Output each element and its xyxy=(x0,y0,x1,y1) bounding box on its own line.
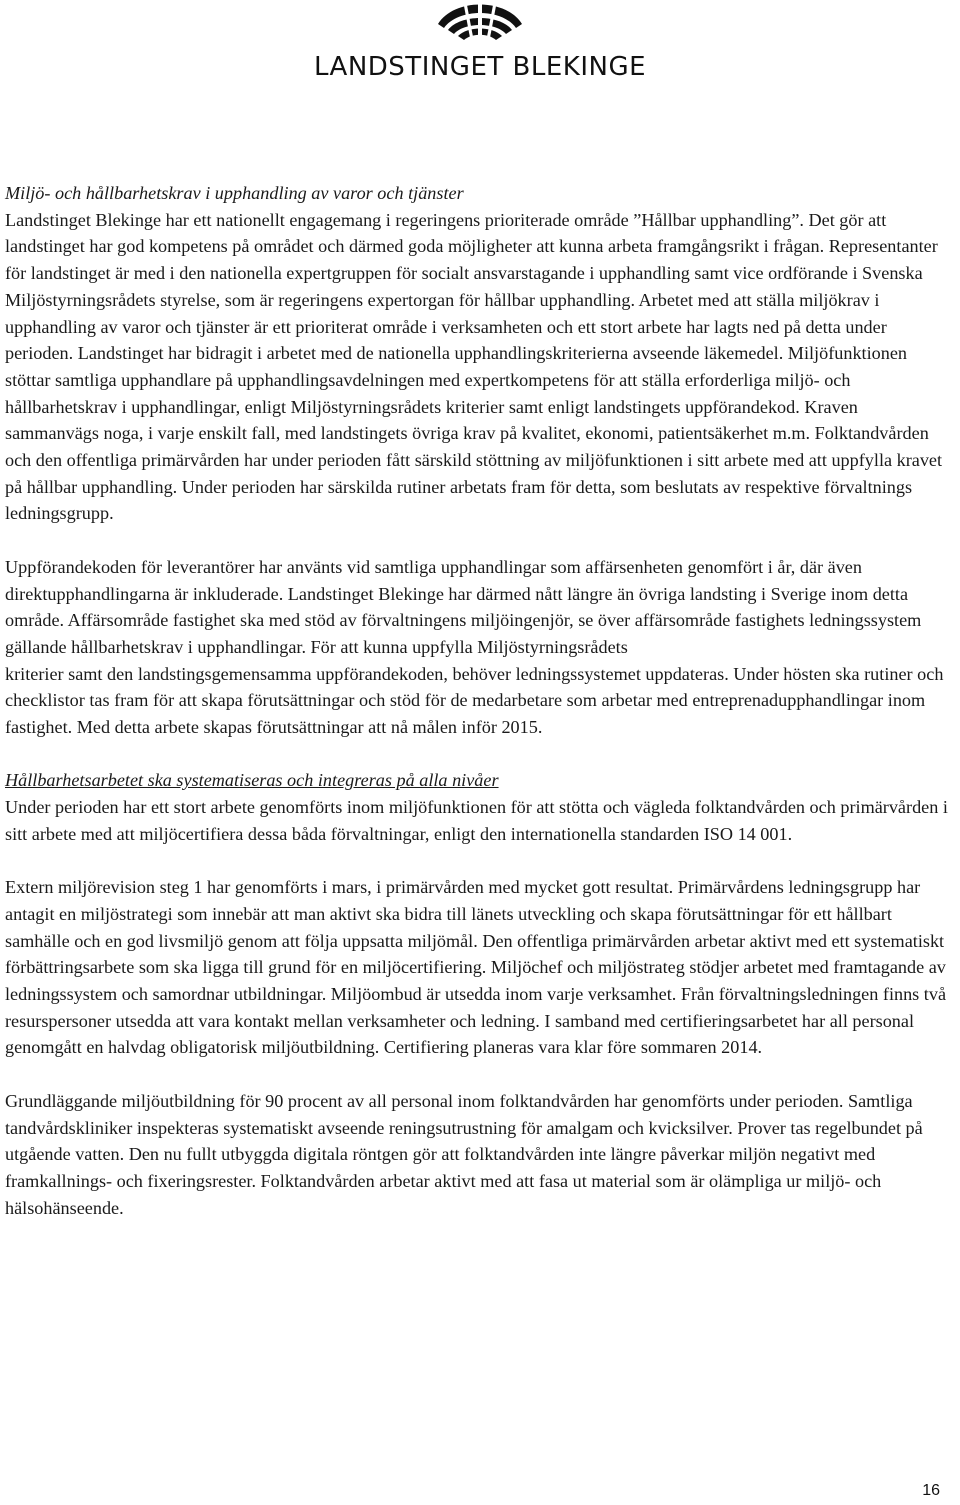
paragraph: kriterier samt den landstingsgemensamma uppförandekoden, behöver ledningssystemet uppdateras. Under hösten ska rutiner och checklistor tas fram för att skapa förutsättningar och stöd för de medarbetare som arbetar med entreprenadupphandlingar inom fastighet. Med detta arbete skapas förutsättningar att nå målen inför 2015. xyxy=(5,663,944,738)
logo xyxy=(310,0,650,85)
paragraph: Extern miljörevision steg 1 har genomförts i mars, i primärvården med mycket gott resultat. Primärvårdens ledningsgrupp har antagit en miljöstrategi som innebär att man aktivt ska bidra till länets utveckling och skapa förutsättningar för ett hållbart samhälle och en god livsmiljö genom att följa uppsatta miljömål. Den offentliga primärvården arbetar aktivt med ett systematiskt förbättringsarbete som ska ligga till grund för en miljöcertifiering. Miljöchef och miljöstrateg stödjer arbetet med framtagande av ledningssystem och samordnar utbildningar. Miljöombud är utsedda inom varje verksamhet. Från förvaltningsledningen finns två resurspersoner utsedda att vara kontakt mellan verksamheter och ledning. I samband med certifieringsarbetet har all personal genomgått en halvdag obligatorisk miljöutbildning. Certifiering planeras vara klar före sommaren 2014. xyxy=(5,877,947,1058)
page-number: 16 xyxy=(922,1482,940,1499)
paragraph: Under perioden har ett stort arbete genomförts inom miljöfunktionen för att stötta och vägleda folktandvården och primärvården i sitt arbete med att miljöcertifiera dessa båda förvaltningar, enligt den internationella standarden ISO 14 001. xyxy=(5,797,948,844)
paragraph: Grundläggande miljöutbildning för 90 procent av all personal inom folktandvården har genomförts under perioden. Samtliga tandvårdskliniker inspekteras systematiskt avseende reningsutrustning för amalgam och kvicksilver. Prover tas regelbundet på utgående vatten. Den nu fullt utbyggda digitala röntgen gör att folktandvården inte längre påverkar miljön negativt med framkallnings- och fixeringsrester. Folktandvården arbetar aktivt med att fasa ut material som är olämpliga ur miljö- och hälsohänseende. xyxy=(5,1090,923,1218)
section-heading: Hållbarhetsarbetet ska systematiseras och integreras på alla nivåer xyxy=(5,770,499,791)
section-heading: Miljö- och hållbarhetskrav i upphandling av varor och tjänster xyxy=(5,183,464,203)
crown-emblem-icon xyxy=(434,2,526,46)
paragraph: Uppförandekoden för leverantörer har använts vid samtliga upphandlingar som affärsenheten genomfört i år, där även direktupphandlingarna är inkluderade. Landstinget Blekinge har därmed nått längre än övriga landsting i Sverige inom detta område. Affärsområde fastighet ska med stöd av förvaltningens miljöingenjör, se över affärsområde fastighets ledningssystem gällande hållbarhetskrav i upphandlingar. För att kunna uppfylla Miljöstyrningsrådets xyxy=(5,556,922,657)
document-body xyxy=(5,180,955,1221)
logo-text: LANDSTINGET BLEKINGE xyxy=(313,52,647,82)
paragraph: Landstinget Blekinge har ett nationellt engagemang i regeringens prioriterade område ”Hållbar upphandling”. Det gör att landstinget har god kompetens på området och därmed goda möjligheter att kunna arbeta framgångsrikt i frågan. Representanter för landstinget är med i den nationella expertgruppen för socialt ansvarstagande i upphandling samt vice ordförande i Svenska Miljöstyrningsrådets styrelse, som är regeringens expertorgan för hållbar upphandling. Arbetet med att ställa miljökrav i upphandling av varor och tjänster är ett prioriterat område i verksamheten och ett stort arbete har lagts ned på detta under perioden. Landstinget har bidragit i arbetet med de nationella upphandlingskriterierna avseende läkemedel. Miljöfunktionen stöttar samtliga upphandlare på upphandlingsavdelningen med expertkompetens för att ställa erforderliga miljö- och hållbarhetskrav i upphandlingar, enligt Miljöstyrningsrådets kriterier samt enligt landstingets uppförandekod. Kraven sammanvägs noga, i varje enskilt fall, med landstingets övriga krav på kvalitet, ekonomi, patientsäkerhet m.m. Folktandvården och den offentliga primärvården har under perioden fått särskild stöttning av miljöfunktionen i sitt arbete med att uppfylla kravet på hållbar upphandling. Under perioden har särskilda rutiner arbetats fram för detta, som beslutats av respektive förvaltnings ledningsgrupp. xyxy=(5,209,943,524)
